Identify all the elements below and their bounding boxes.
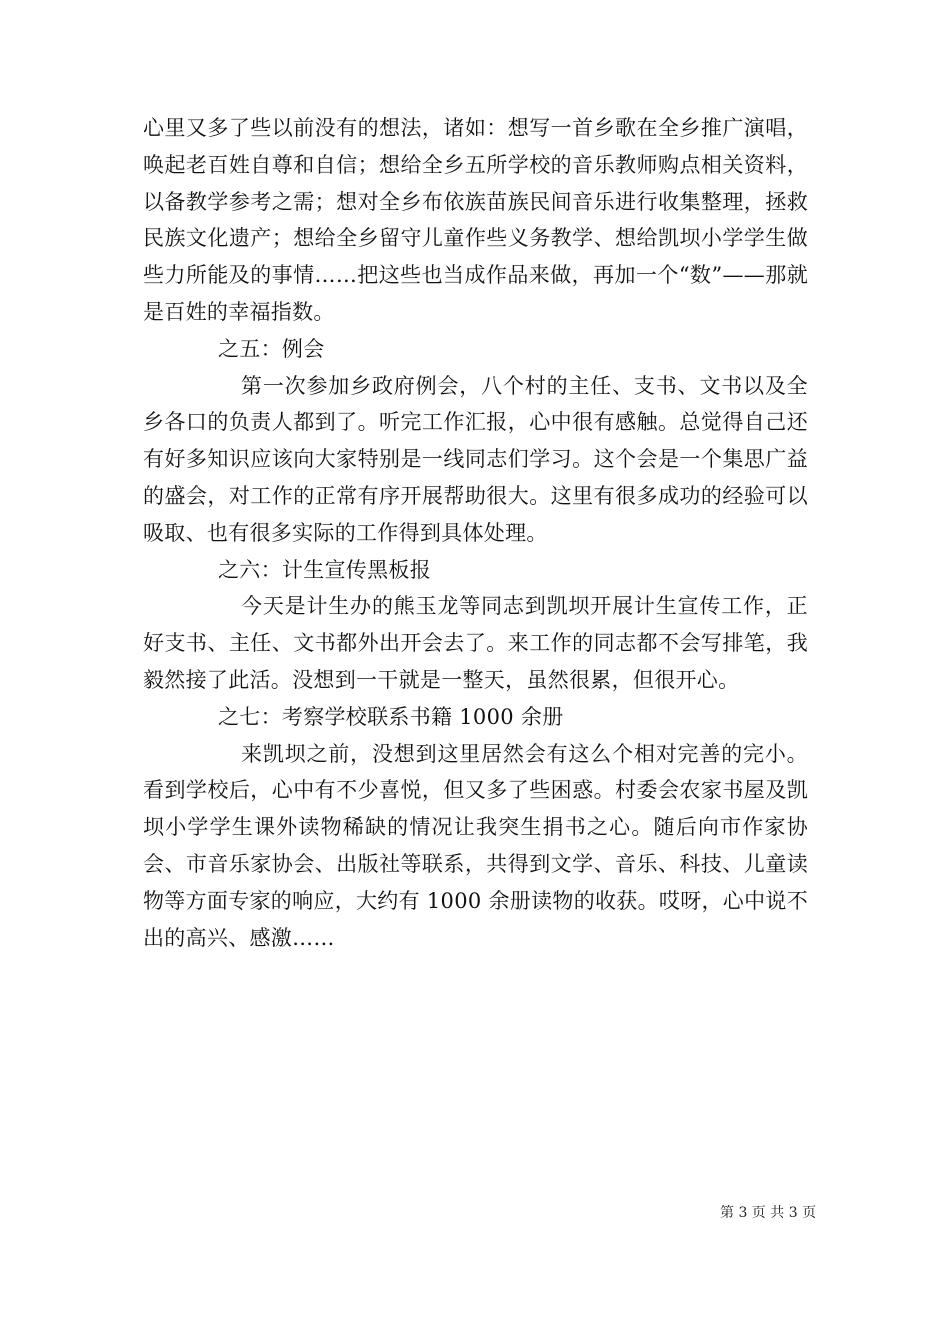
paragraph-meeting: 第一次参加乡政府例会，八个村的主任、支书、文书以及全乡各口的负责人都到了。听完工作汇报，心中很有感触。总觉得自己还有好多知识应该向大家特别是一线同志们学习。这个会是一个集思广益的盛会，对工作的正常有序开展帮助很大。这里有很多成功的经验可以吸取、也有很多实际的工作得到具体处理。: [143, 373, 808, 545]
document-body: [143, 110, 808, 956]
page-number-footer: 第 3 页 共 3 页: [720, 1205, 817, 1221]
section-heading-6: 之六：计生宣传黑板报: [218, 557, 431, 582]
section-heading-5: 之五：例会: [218, 336, 325, 361]
paragraph-blackboard: 今天是计生办的熊玉龙等同志到凯坝开展计生宣传工作，正好支书、主任、文书都外出开会去了。来工作的同志都不会写排笔，我毅然接了此活。没想到一干就是一整天，虽然很累，但很开心。: [143, 594, 808, 692]
section-heading-7: 之七：考察学校联系书籍 1000 余册: [218, 704, 564, 729]
paragraph-books: 来凯坝之前，没想到这里居然会有这么个相对完善的完小。看到学校后，心中有不少喜悦，但又多了些困惑。村委会农家书屋及凯坝小学学生课外读物稀缺的情况让我突生捐书之心。随后向市作家协会、市音乐家协会、出版社等联系，共得到文学、音乐、科技、儿童读物等方面专家的响应，大约有 1000 余册读物的收获。哎呀，心中说不出的高兴、感激……: [143, 741, 808, 950]
paragraph-thoughts: 心里又多了些以前没有的想法，诸如：想写一首乡歌在全乡推广演唱，唤起老百姓自尊和自信；想给全乡五所学校的音乐教师购点相关资料，以备教学参考之需；想对全乡布依族苗族民间音乐进行收集整理，拯救民族文化遗产；想给全乡留守儿童作些义务教学、想给凯坝小学学生做些力所能及的事情……把这些也当成作品来做，再加一个“数”——那就是百姓的幸福指数。: [143, 116, 808, 324]
